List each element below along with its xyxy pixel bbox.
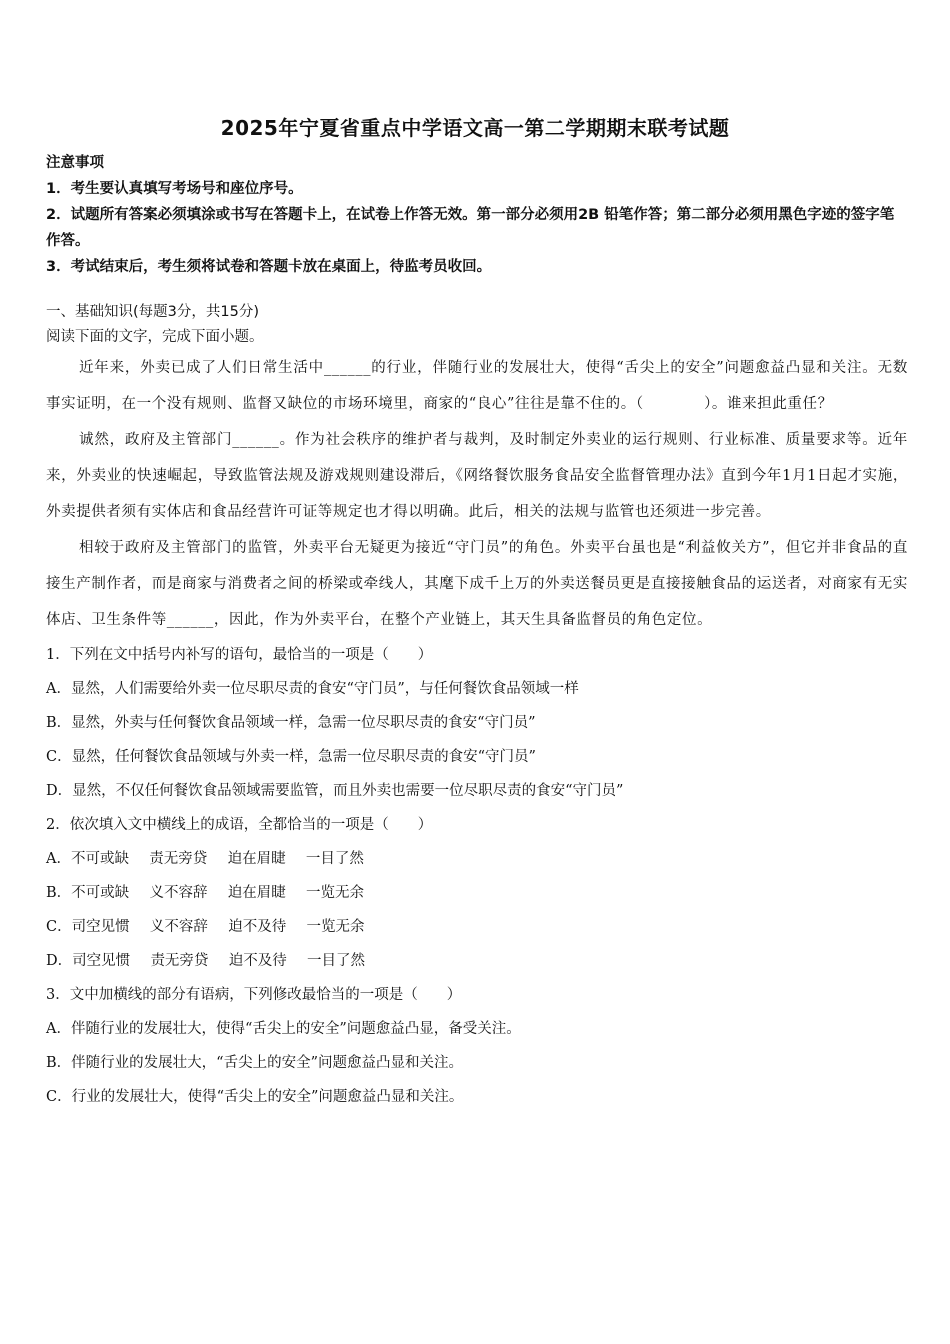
option-word: 迫在眉睫: [227, 851, 286, 867]
question-stem: 3．文中加横线的部分有语病，下列修改最恰当的一项是（ ）: [46, 987, 462, 1003]
option-word: 迫不及待: [228, 953, 287, 969]
exam-title: 2025年宁夏省重点中学语文高一第二学期期末联考试题: [220, 116, 730, 140]
option-b: B．伴随行业的发展壮大，“舌尖上的安全”问题愈益凸显和关注。: [46, 1055, 463, 1071]
question-3: [46, 978, 908, 1114]
option-c: C．显然，任何餐饮食品领域与外卖一样，急需一位尽职尽责的食安“守门员”: [46, 749, 536, 765]
option-a: A．显然，人们需要给外卖一位尽职尽责的食安“守门员”，与任何餐饮食品领域一样: [46, 681, 579, 697]
option-d: D．显然，不仅任何餐饮食品领域需要监管，而且外卖也需要一位尽职尽责的食安“守门员”: [46, 783, 624, 799]
notice-heading: 注意事项: [46, 155, 104, 171]
notice-item-3: 3．考试结束后，考生须将试卷和答题卡放在桌面上，待监考员收回。: [46, 259, 492, 275]
question-stem: 2．依次填入文中横线上的成语，全都恰当的一项是（ ）: [46, 817, 433, 833]
notice-item-1: 1．考生要认真填写考场号和座位序号。: [46, 181, 303, 197]
option-word: 不可或缺: [70, 851, 129, 867]
question-1: [46, 638, 908, 808]
option-letter: C．: [46, 919, 72, 935]
section-basic-knowledge: [46, 300, 908, 1114]
option-a: [46, 842, 908, 876]
option-word: 义不容辞: [149, 919, 208, 935]
option-word: 责无旁贷: [150, 953, 209, 969]
notice-block: [46, 150, 908, 280]
option-b: [46, 876, 908, 910]
option-word: 一览无余: [306, 885, 365, 901]
option-word: 义不容辞: [149, 885, 208, 901]
notice-item-2: 2．试题所有答案必须填涂或书写在答题卡上，在试卷上作答无效。第一部分必须用2B 铅笔作答；第二部分必须用黑色字迹的签字笔作答。: [46, 207, 895, 249]
option-b: B．显然，外卖与任何餐饮食品领域一样，急需一位尽职尽责的食安“守门员”: [46, 715, 536, 731]
section-heading: 一、基础知识(每题3分，共15分): [46, 304, 259, 320]
option-c: C．行业的发展壮大，使得“舌尖上的安全”问题愈益凸显和关注。: [46, 1089, 464, 1105]
option-word: 一目了然: [305, 851, 364, 867]
passage-paragraph-3: 相较于政府及主管部门的监管，外卖平台无疑更为接近“守门员”的角色。外卖平台虽也是“利益攸关方”，但它并非食品的直接生产制作者，而是商家与消费者之间的桥梁或牵线人，其麾下成千上万的外卖送餐员更是直接接触食品的运送者，对商家有无实体店、卫生条件等______，因此，作为外卖平台，在整个产业链上，其天生具备监督员的角色定位。: [46, 540, 908, 628]
option-c: [46, 910, 908, 944]
option-d: [46, 944, 908, 978]
option-letter: B．: [46, 885, 72, 901]
option-letter: A．: [46, 851, 71, 867]
option-word: 司空见惯: [71, 919, 130, 935]
option-word: 迫在眉睫: [227, 885, 286, 901]
option-word: 迫不及待: [228, 919, 287, 935]
option-word: 不可或缺: [71, 885, 130, 901]
option-word: 司空见惯: [72, 953, 131, 969]
question-stem: 1．下列在文中括号内补写的语句，最恰当的一项是（ ）: [46, 647, 433, 663]
option-word: 一览无余: [306, 919, 365, 935]
option-a: A．伴随行业的发展壮大，使得“舌尖上的安全”问题愈益凸显，备受关注。: [46, 1021, 521, 1037]
passage-paragraph-1: 近年来，外卖已成了人们日常生活中______的行业，伴随行业的发展壮大，使得“舌尖上的安全”问题愈益凸显和关注。无数事实证明，在一个没有规则、监督又缺位的市场环境里，商家的“良心”往往是靠不住的。（ ）。谁来担此重任？: [46, 360, 908, 412]
passage-paragraph-2: 诚然，政府及主管部门______。作为社会秩序的维护者与裁判，及时制定外卖业的运行规则、行业标准、质量要求等。近年来，外卖业的快速崛起，导致监管法规及游戏规则建设滞后，《网络餐饮服务食品安全监督管理办法》直到今年1月1日起才实施，外卖提供者须有实体店和食品经营许可证等规定也才得以明确。此后，相关的法规与监管也还须进一步完善。: [46, 432, 908, 520]
option-word: 一目了然: [307, 953, 366, 969]
section-intro: 阅读下面的文字，完成下面小题。: [46, 329, 264, 345]
option-word: 责无旁贷: [149, 851, 208, 867]
option-letter: D．: [46, 953, 73, 969]
question-2: [46, 808, 908, 978]
